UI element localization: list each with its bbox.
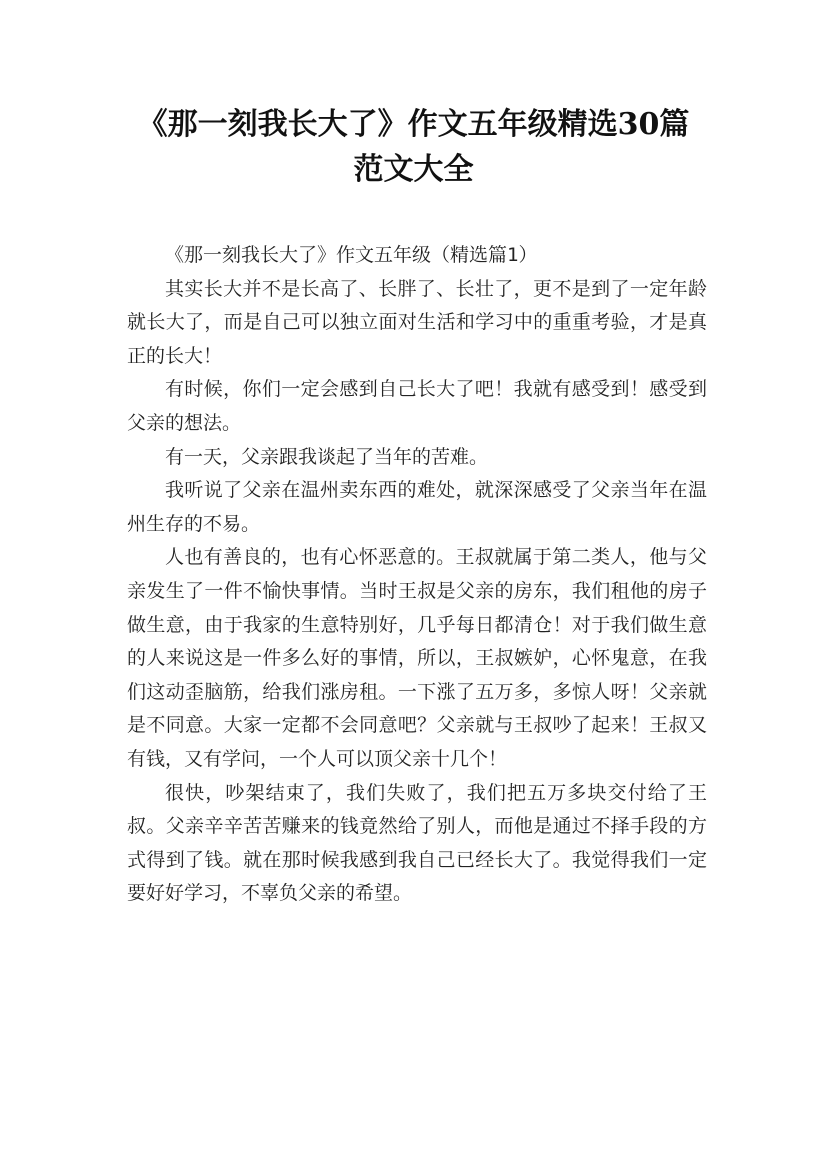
paragraph: 人也有善良的，也有心怀恶意的。王叔就属于第二类人，他与父亲发生了一件不愉快事情。当时王叔是父亲的房东，我们租他的房子做生意，由于我家的生意特别好，几乎每日都清仓！对于我们做生意的人来说这是一件多么好的事情，所以，王叔嫉妒，心怀鬼意，在我们这动歪脑筋，给我们涨房租。一下涨了五万多，多惊人呀！父亲就是不同意。大家一定都不会同意吧？父亲就与王叔吵了起来！王叔又有钱，又有学问，一个人可以顶父亲十几个！ bbox=[127, 546, 707, 770]
document-title-line1: 《那一刻我长大了》作文五年级精选30篇 bbox=[137, 107, 690, 142]
section-heading: 《那一刻我长大了》作文五年级（精选篇1） bbox=[165, 244, 538, 266]
paragraph: 有时候，你们一定会感到自己长大了吧！我就有感受到！感受到父亲的想法。 bbox=[127, 378, 707, 434]
paragraph: 有一天，父亲跟我谈起了当年的苦难。 bbox=[165, 445, 489, 468]
document-title-line2: 范文大全 bbox=[353, 152, 474, 187]
document-body bbox=[127, 239, 707, 911]
paragraph: 我听说了父亲在温州卖东西的难处，就深深感受了父亲当年在温州生存的不易。 bbox=[127, 479, 707, 535]
paragraph: 其实长大并不是长高了、长胖了、长壮了，更不是到了一定年龄就长大了，而是自己可以独立面对生活和学习中的重重考验，才是真正的长大！ bbox=[127, 277, 707, 367]
paragraph: 很快，吵架结束了，我们失败了，我们把五万多块交付给了王叔。父亲辛辛苦苦赚来的钱竟然给了别人，而他是通过不择手段的方式得到了钱。就在那时候我感到我自己已经长大了。我觉得我们一定要好好学习，不辜负父亲的希望。 bbox=[127, 781, 707, 905]
